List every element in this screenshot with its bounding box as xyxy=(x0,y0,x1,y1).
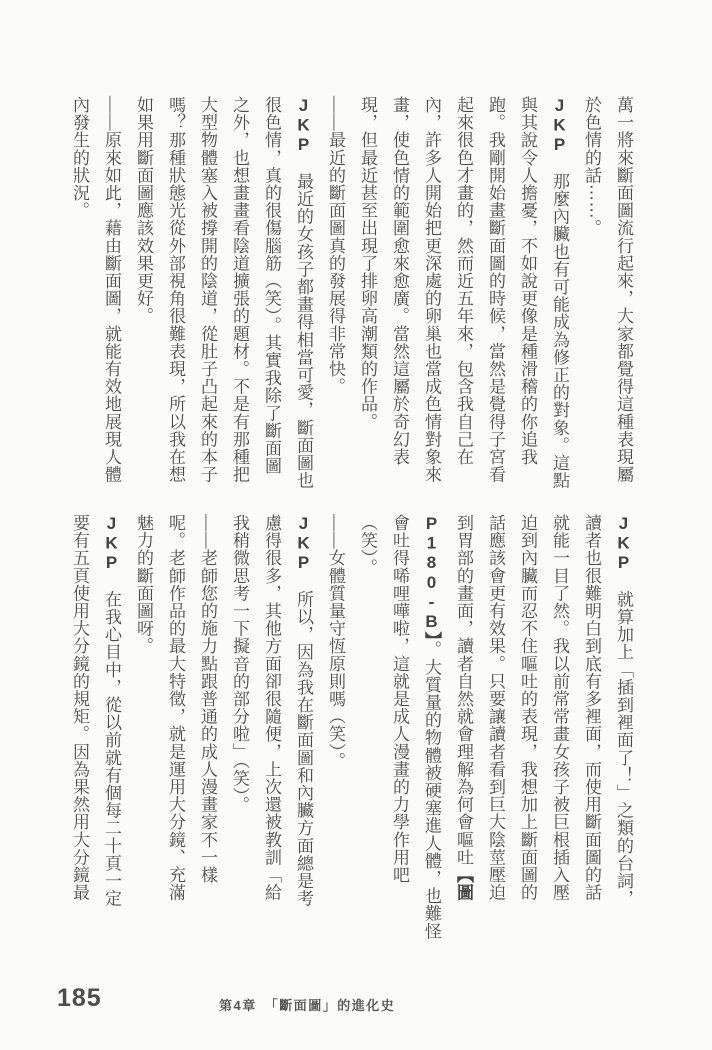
text-column: 就能一目了然。我以前常常畫女孩子被巨根插入壓 xyxy=(550,514,569,902)
text-column: 慮得很多，其他方面卻很隨便，上次還被教訓「給 xyxy=(262,514,281,902)
text-column: 跑。我剛開始畫斷面圖的時候，當然是覺得子宮看 xyxy=(486,96,505,484)
text-column: ——最近的斷面圖真的發展得非常快。 xyxy=(326,96,345,396)
page-number: 185 xyxy=(57,984,102,1012)
text-column: ——原來如此，藉由斷面圖，就能有效地展現人體 xyxy=(102,96,121,484)
text-column: JKP 所以，因為我在斷面圖和內臟方面總是考 xyxy=(294,514,313,908)
text-column: 要有五頁使用大分鏡的規矩。因為果然用大分鏡最 xyxy=(70,514,89,902)
text-column: JKP 在我心目中，從以前就有個每二十頁一定 xyxy=(102,514,121,908)
chapter-title: 第4章 「斷面圖」的進化史 xyxy=(219,998,396,1013)
text-column: 話應該會更有效果。只要讓讀者看到巨大陰莖壓迫 xyxy=(486,514,505,902)
text-column: 大型物體塞入被撐開的陰道，從肚子凸起來的本子 xyxy=(198,96,217,484)
text-column: 內，許多人開始把更深處的卵巢也當成色情對象來 xyxy=(422,96,441,484)
text-column: JKP 那麼內臟也有可能成為修正的對象。這點 xyxy=(550,96,569,490)
text-column: 於色情的話⋯⋯。 xyxy=(582,96,601,237)
text-column: 到胃部的畫面，讀者自然就會理解為何會嘔吐【圖 xyxy=(454,514,473,902)
text-column: ——老師您的施力點跟普通的成人漫畫家不一樣 xyxy=(198,514,217,884)
text-column: 畫，使色情的範圍愈來愈廣。當然這屬於奇幻表 xyxy=(390,96,409,466)
text-column: 呢。老師作品的最大特徵，就是運用大分鏡、充滿 xyxy=(166,514,185,902)
text-column: 與其說令人擔憂，不如說更像是種滑稽的你追我 xyxy=(518,96,537,466)
text-column: 嗎？那種狀態光從外部視角很難表現，所以我在想 xyxy=(166,96,185,484)
text-column: 起來很色才畫的，然而近五年來，包含我自己在 xyxy=(454,96,473,466)
text-column: 內發生的狀況。 xyxy=(70,96,89,220)
text-block-bottom xyxy=(70,514,633,940)
text-column: （笑）。 xyxy=(358,514,377,576)
text-column: ——女體質量守恆原則嗎（笑）。 xyxy=(326,514,345,770)
text-column: 很色情，真的很傷腦筋（笑）。其實我除了斷面圖 xyxy=(262,96,281,475)
text-column: 魅力的斷面圖呀。 xyxy=(134,514,153,655)
text-column: 迫到內臟而忍不住嘔吐的表現，我想加上斷面圖的 xyxy=(518,514,537,902)
text-block-top xyxy=(70,96,632,490)
text-column: 會吐得唏哩嘩啦，這就是成人漫畫的力學作用吧 xyxy=(390,514,409,884)
text-column: 萬一將來斷面圖流行起來，大家都覺得這種表現屬 xyxy=(614,96,633,484)
text-column: P180-B】。大質量的物體被硬塞進人體，也難怪 xyxy=(422,514,441,940)
text-column: 我稍微思考一下擬音的部分啦」（笑）。 xyxy=(230,514,249,814)
text-column: 讀者也很難明白到底有多裡面，而使用斷面圖的話 xyxy=(582,514,601,902)
text-column: 現，但最近甚至出現了排卵高潮類的作品。 xyxy=(358,96,377,431)
text-column: JKP 就算加上「插到裡面了！」之類的台詞， xyxy=(614,514,633,908)
text-column: 之外，也想畫畫看陰道擴張的題材。不是有那種把 xyxy=(230,96,249,484)
text-column: 如果用斷面圖應該效果更好。 xyxy=(134,96,153,325)
text-column: JKP 最近的女孩子都畫得相當可愛，斷面圖也 xyxy=(294,96,313,490)
